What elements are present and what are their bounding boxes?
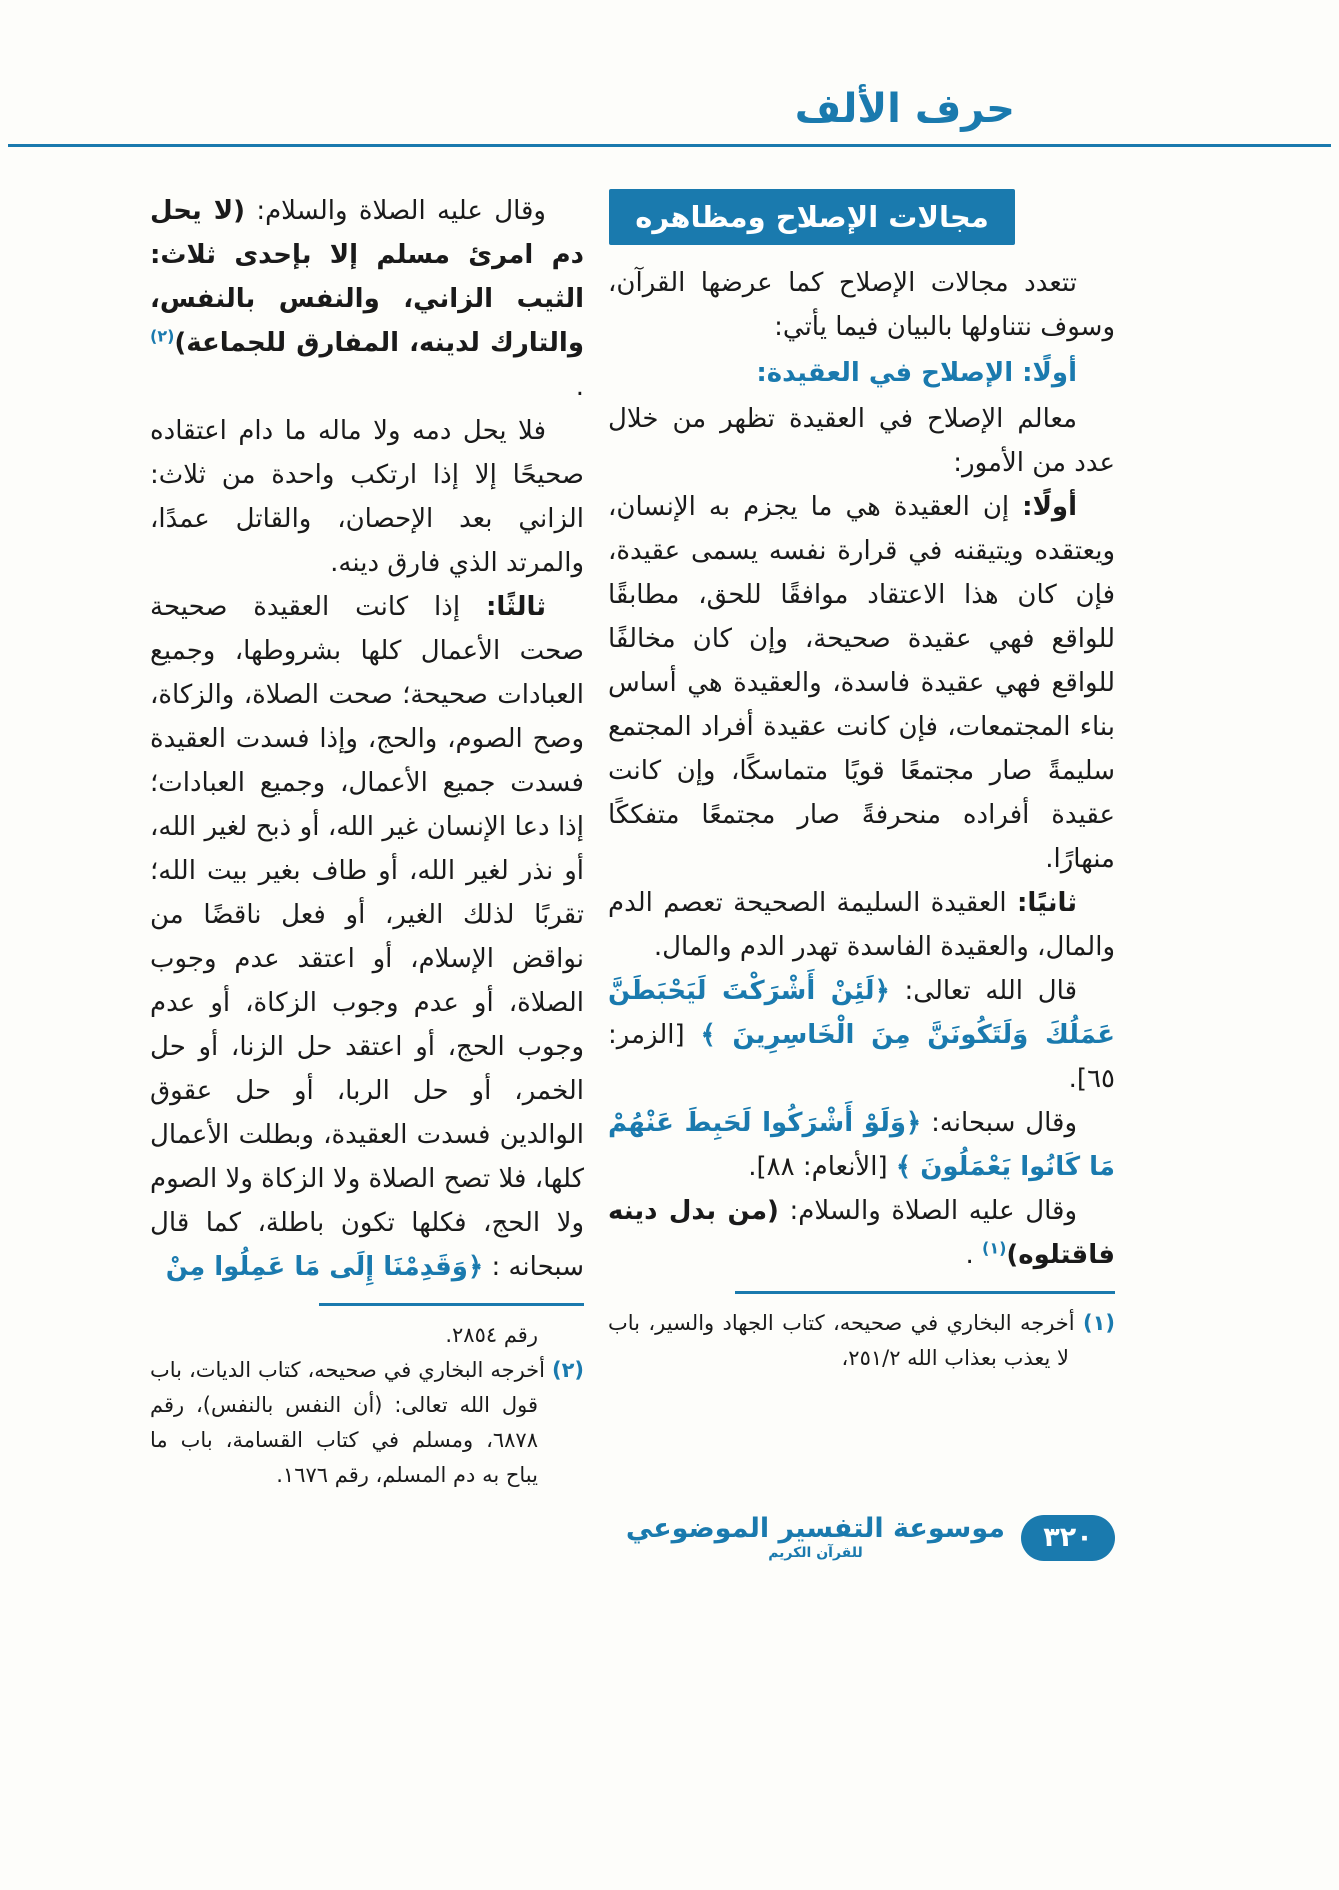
quran-verse-2: ﴿وَلَوْ أَشْرَكُوا لَحَبِطَ عَنْهُمْ مَا كَانُوا يَعْمَلُونَ ﴾ bbox=[608, 1108, 1115, 1182]
paragraph-overview bbox=[608, 397, 1115, 485]
quote-1-reference: [الزمر: ٦٥]. bbox=[608, 1020, 1115, 1094]
hadith-2-tail: . bbox=[575, 372, 584, 402]
paragraph-hadith-1 bbox=[608, 1189, 1115, 1277]
subheading-aqeedah bbox=[608, 351, 1115, 395]
series-logo-title: موسوعة التفسير الموضوعي bbox=[625, 1513, 1005, 1544]
paragraph-first bbox=[608, 485, 1115, 881]
paragraph-quran-quote-1 bbox=[608, 969, 1115, 1101]
paragraph-intro bbox=[608, 261, 1115, 349]
footnotes-right bbox=[608, 1291, 1115, 1376]
footnote-rule-right bbox=[735, 1291, 1115, 1294]
footnote-1-text: أخرجه البخاري في صحيحه، كتاب الجهاد والسير، باب لا يعذب بعذاب الله ٢٥١/٢، bbox=[608, 1311, 1075, 1370]
page-footer bbox=[0, 1513, 1339, 1562]
right-column bbox=[608, 189, 1115, 1376]
chapter-title: حرف الألف bbox=[794, 86, 1015, 132]
paragraph-third-text: إذا كانت العقيدة صحيحة صحت الأعمال كلها بشروطها، وجميع العبادات صحيحة؛ صحت الصلاة، والزكاة، وصح الصوم، والحج، وإذا فسدت العقيدة فسدت جميع الأعمال، وجميع العبادات؛ إذا دعا الإنسان غير الله، أو ذبح لغير الله، أو نذر لغير الله، أو طاف بغير بيت الله؛ تقربًا لذلك الغير، أو فعل ناقضًا من نواقض الإسلام، أو اعتقد عدم وجوب الصلاة، أو عدم وجوب الزكاة، أو عدم وجوب الحج، أو اعتقد حل الزنا، أو حل الخمر، أو حل الربا، أو حل عقوق الوالدين فسدت العقيدة، وبطلت الأعمال كلها، فلا تصح الصلاة ولا الزكاة ولا الصوم ولا الحج، فكلها تكون باطلة، كما قال سبحانه : bbox=[150, 592, 584, 1282]
paragraph-ruling bbox=[150, 409, 584, 585]
footnotes-left bbox=[150, 1303, 584, 1493]
footnote-2 bbox=[150, 1353, 584, 1493]
hadith-1-tail: . bbox=[965, 1240, 983, 1270]
intro-text: تتعدد مجالات الإصلاح كما عرضها القرآن، وسوف نتناولها بالبيان فيما يأتي: bbox=[608, 268, 1115, 342]
footnote-1-continuation: رقم ٢٨٥٤. bbox=[445, 1323, 538, 1347]
series-logo bbox=[626, 1513, 1005, 1562]
quran-verse-1: ﴿لَئِنْ أَشْرَكْتَ لَيَحْبَطَنَّ عَمَلُكَ وَلَتَكُونَنَّ مِنَ الْخَاسِرِينَ ﴾ bbox=[608, 976, 1115, 1050]
page-number-badge bbox=[1021, 1515, 1115, 1561]
hadith-2-intro: وقال عليه الصلاة والسلام: bbox=[245, 196, 546, 226]
series-logo-subtitle: للقرآن الكريم bbox=[768, 1545, 863, 1562]
paragraph-first-text: إن العقيدة هي ما يجزم به الإنسان، ويعتقده ويتيقنه في قرارة نفسه يسمى عقيدة، فإن كان هذا الاعتقاد موافقًا للحق، مطابقًا للواقع فهي عقيدة صحيحة، وإن كان مخالفًا للواقع فهي عقيدة فاسدة، والعقيدة هي أساس بناء المجتمعات، فإن كانت عقيدة أفراد المجتمع سليمةً صار مجتمعًا قويًا متماسكًا، وإن كانت عقيدة أفراده منحرفةً صار مجتمعًا متفككًا منهارًا. bbox=[608, 492, 1115, 874]
overview-text: معالم الإصلاح في العقيدة تظهر من خلال عدد من الأمور: bbox=[608, 404, 1115, 478]
left-column bbox=[150, 189, 584, 1493]
hadith-1-intro: وقال عليه الصلاة والسلام: bbox=[778, 1196, 1077, 1226]
subheading-text: أولًا: الإصلاح في العقيدة: bbox=[756, 358, 1077, 388]
hadith-1-text: (من بدل دينه فاقتلوه) bbox=[608, 1196, 1115, 1270]
footnote-ref-1: (١) bbox=[982, 1238, 1007, 1258]
quote-1-intro: قال الله تعالى: bbox=[889, 976, 1077, 1006]
footnote-ref-2: (٢) bbox=[150, 326, 175, 346]
quote-2-reference: [الأنعام: ٨٨]. bbox=[748, 1152, 896, 1182]
quote-2-intro: وقال سبحانه: bbox=[921, 1108, 1077, 1138]
paragraph-third bbox=[150, 585, 584, 1289]
section-banner bbox=[609, 189, 1015, 245]
text-columns bbox=[0, 147, 1339, 1493]
footnote-rule-left bbox=[319, 1303, 584, 1306]
section-banner-title: مجالات الإصلاح ومظاهره bbox=[635, 200, 989, 234]
lead-word-third: ثالثًا: bbox=[485, 592, 547, 622]
paragraph-second-text: العقيدة السليمة الصحيحة تعصم الدم والمال، والعقيدة الفاسدة تهدر الدم والمال. bbox=[608, 888, 1115, 962]
quran-verse-3: ﴿وَقَدِمْنَا إِلَى مَا عَمِلُوا مِنْ bbox=[165, 1252, 484, 1282]
footnote-1-marker: (١) bbox=[1082, 1311, 1115, 1335]
paragraph-quran-quote-2 bbox=[608, 1101, 1115, 1189]
ruling-text: فلا يحل دمه ولا ماله ما دام اعتقاده صحيحًا إلا إذا ارتكب واحدة من ثلاث: الزاني بعد الإحصان، والقاتل عمدًا، والمرتد الذي فارق دينه. bbox=[150, 416, 584, 578]
lead-word-second: ثانيًا: bbox=[1016, 888, 1078, 918]
footnote-2-marker: (٢) bbox=[551, 1358, 584, 1382]
paragraph-second bbox=[608, 881, 1115, 969]
hadith-2-text: (لا يحل دم امرئ مسلم إلا بإحدى ثلاث: الثيب الزاني، والنفس بالنفس، والتارك لدينه، المفارق للجماعة) bbox=[150, 196, 584, 358]
page-number: ٣٢٠ bbox=[1043, 1522, 1093, 1554]
footnote-2-text: أخرجه البخاري في صحيحه، كتاب الديات، باب قول الله تعالى: (أن النفس بالنفس)، رقم ٦٨٧٨، ومسلم في كتاب القسامة، باب ما يباح به دم المسلم، رقم ١٦٧٦. bbox=[150, 1358, 545, 1487]
page-header bbox=[0, 84, 1339, 147]
lead-word-first: أولًا: bbox=[1022, 492, 1078, 522]
paragraph-hadith-2 bbox=[150, 189, 584, 409]
footnote-1 bbox=[608, 1306, 1115, 1376]
